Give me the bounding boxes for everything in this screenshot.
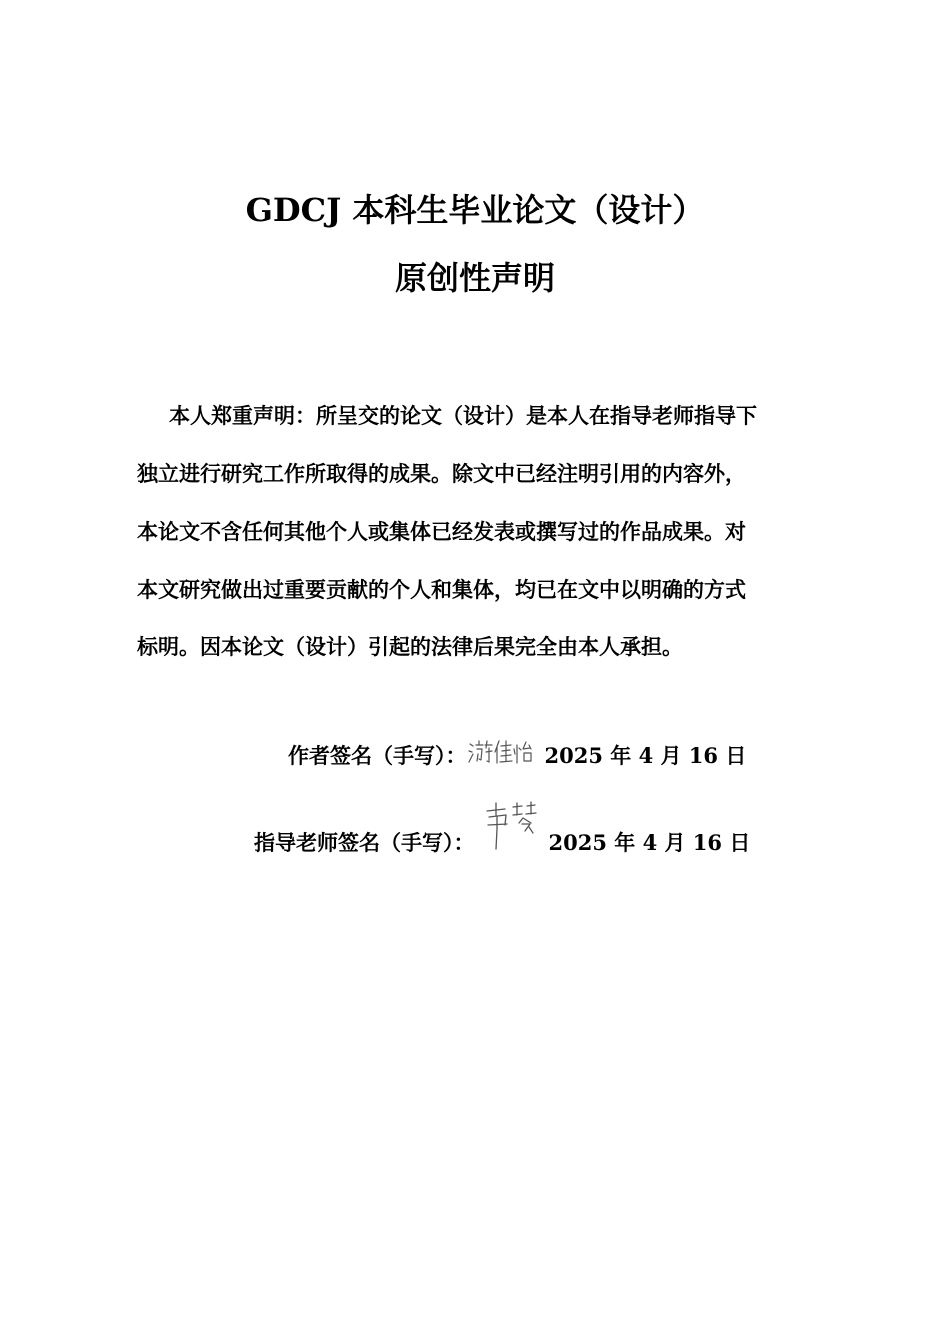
statement-line: 本文研究做出过重要贡献的个人和集体，均已在文中以明确的方式 [137,577,746,602]
advisor-signature-label: 指导老师签名（手写）： [254,830,475,855]
author-handwritten-signature [467,742,545,770]
document-subtitle: 原创性声明 [394,259,555,297]
advisor-signature-row [254,829,750,857]
advisor-signature-date: 2025 年 4 月 16 日 [548,830,751,855]
document-title: GDCJ 本科生毕业论文（设计） [245,191,705,229]
statement-line: 本人郑重声明：所呈交的论文（设计）是本人在指导老师指导下 [169,403,757,428]
advisor-handwritten-signature [475,829,549,857]
author-signature-row [288,742,746,770]
author-signature-label: 作者签名（手写）： [288,743,467,768]
statement-line: 标明。因本论文（设计）引起的法律后果完全由本人承担。 [137,634,683,659]
statement-line: 本论文不含任何其他个人或集体已经发表或撰写过的作品成果。对 [137,519,746,544]
author-signature-date: 2025 年 4 月 16 日 [544,743,747,768]
statement-line: 独立进行研究工作所取得的成果。除文中已经注明引用的内容外， [137,461,746,486]
